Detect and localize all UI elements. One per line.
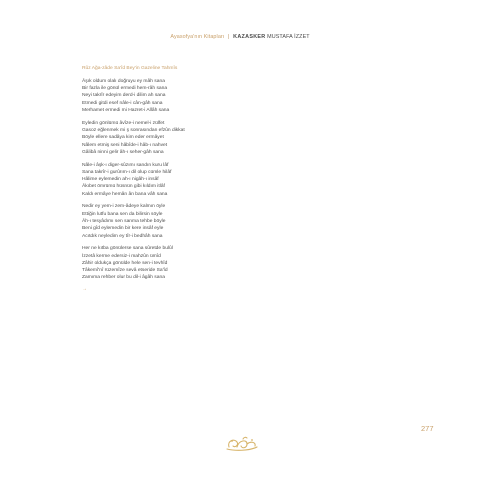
verse-line: Zamıma rehber olur bu dil-i âgâh sana <box>82 275 165 281</box>
verse-line: Âşık oldum olalı doğruyu ey mâh sana <box>82 78 165 84</box>
verse-line: Âh-ı tesyâdımı sen sanma tehbe böyle <box>82 219 166 225</box>
verse-line: Eyledin gönlümü âvîze-i nemel-i zülfet <box>82 120 165 126</box>
author-title: KAZASKER <box>233 34 266 40</box>
verse-line: Acıtdık neyledim ey tîr-i bedhâh sana <box>82 233 163 239</box>
page-number: 277 <box>421 424 434 433</box>
verse-line: Böyle ellere sadâya kim eder ermâyet <box>82 135 164 141</box>
stanza <box>82 120 382 156</box>
series-title: Ayasofya'nın Kitapları <box>170 34 225 40</box>
verse-line: Nedir ey yem-i zem-âdeye kalmın öyle <box>82 204 166 210</box>
verse-line: İzzetâ kerme edersiz-i mahzûn ümîd <box>82 253 161 259</box>
stanza <box>82 162 382 198</box>
verse-line: Kaldı ermâye hemân ân bana vâh sana <box>82 191 168 197</box>
header-separator: | <box>228 34 230 40</box>
verse-line: Neyi takrîr edeyim derd-i dilim ah sana <box>82 93 166 99</box>
verse-line: Âkıbet ömrümü hüsnün gibi kıldım itlâf <box>82 184 165 190</box>
verse-line: Nâlem etmiş seni hâbîde-i hâb-ı nahvet <box>82 142 168 148</box>
stanza <box>82 203 382 239</box>
verse-line: Tâkemî'nî rüzemîze sevâ etseride Sa'îd <box>82 268 168 274</box>
verse-line: Gâlibâ ninni gelir âh-ı seher-gâh sana <box>82 149 164 155</box>
verse-line: Beni gîd eylemedin bir kere insâf eyle <box>82 226 164 232</box>
stanza <box>82 78 382 114</box>
verse-line: Gasoz eğlenmek mi ş sonrasından efzûn dikkat <box>82 127 185 133</box>
verse-line: Zâhir oldukça gönülde hele sen-i tevhîd <box>82 260 168 266</box>
poem-title: Rûz Ağa-zâde Sa'îd Bey'in Gazeline Tahmîs <box>82 66 178 71</box>
verse-line: Hâlime eylemedin ah-ı nigâh-ı insâf <box>82 177 159 183</box>
poem <box>82 65 382 293</box>
ornament-icon <box>223 435 261 453</box>
stanza <box>82 245 382 281</box>
verse-line: Sana takrîr-i gurûrım-ı dil olup cümle hilâf <box>82 169 172 175</box>
end-arrow-icon: → <box>82 286 87 293</box>
running-header <box>0 34 480 40</box>
verse-line: Her ne kıtba gönülerse sana sûretde bulûl <box>82 246 173 252</box>
verse-line: Bir fazla ile gönül ermedi hem-râh sana <box>82 86 168 92</box>
verse-line: Nâle-i âşk-ı diger-sûzımı sandın kuru lâf <box>82 162 169 168</box>
verse-line: Etmedi gitdi esef nâle-i cân-gâh sana <box>82 100 163 106</box>
author-name: MUSTAFA İZZET <box>267 34 310 40</box>
verse-line: Ettiğin lutfu bana sen da bilirsin söyle <box>82 211 163 217</box>
verse-line: Merhamet ermedi mi Hazret-i Allâh sana <box>82 107 170 113</box>
